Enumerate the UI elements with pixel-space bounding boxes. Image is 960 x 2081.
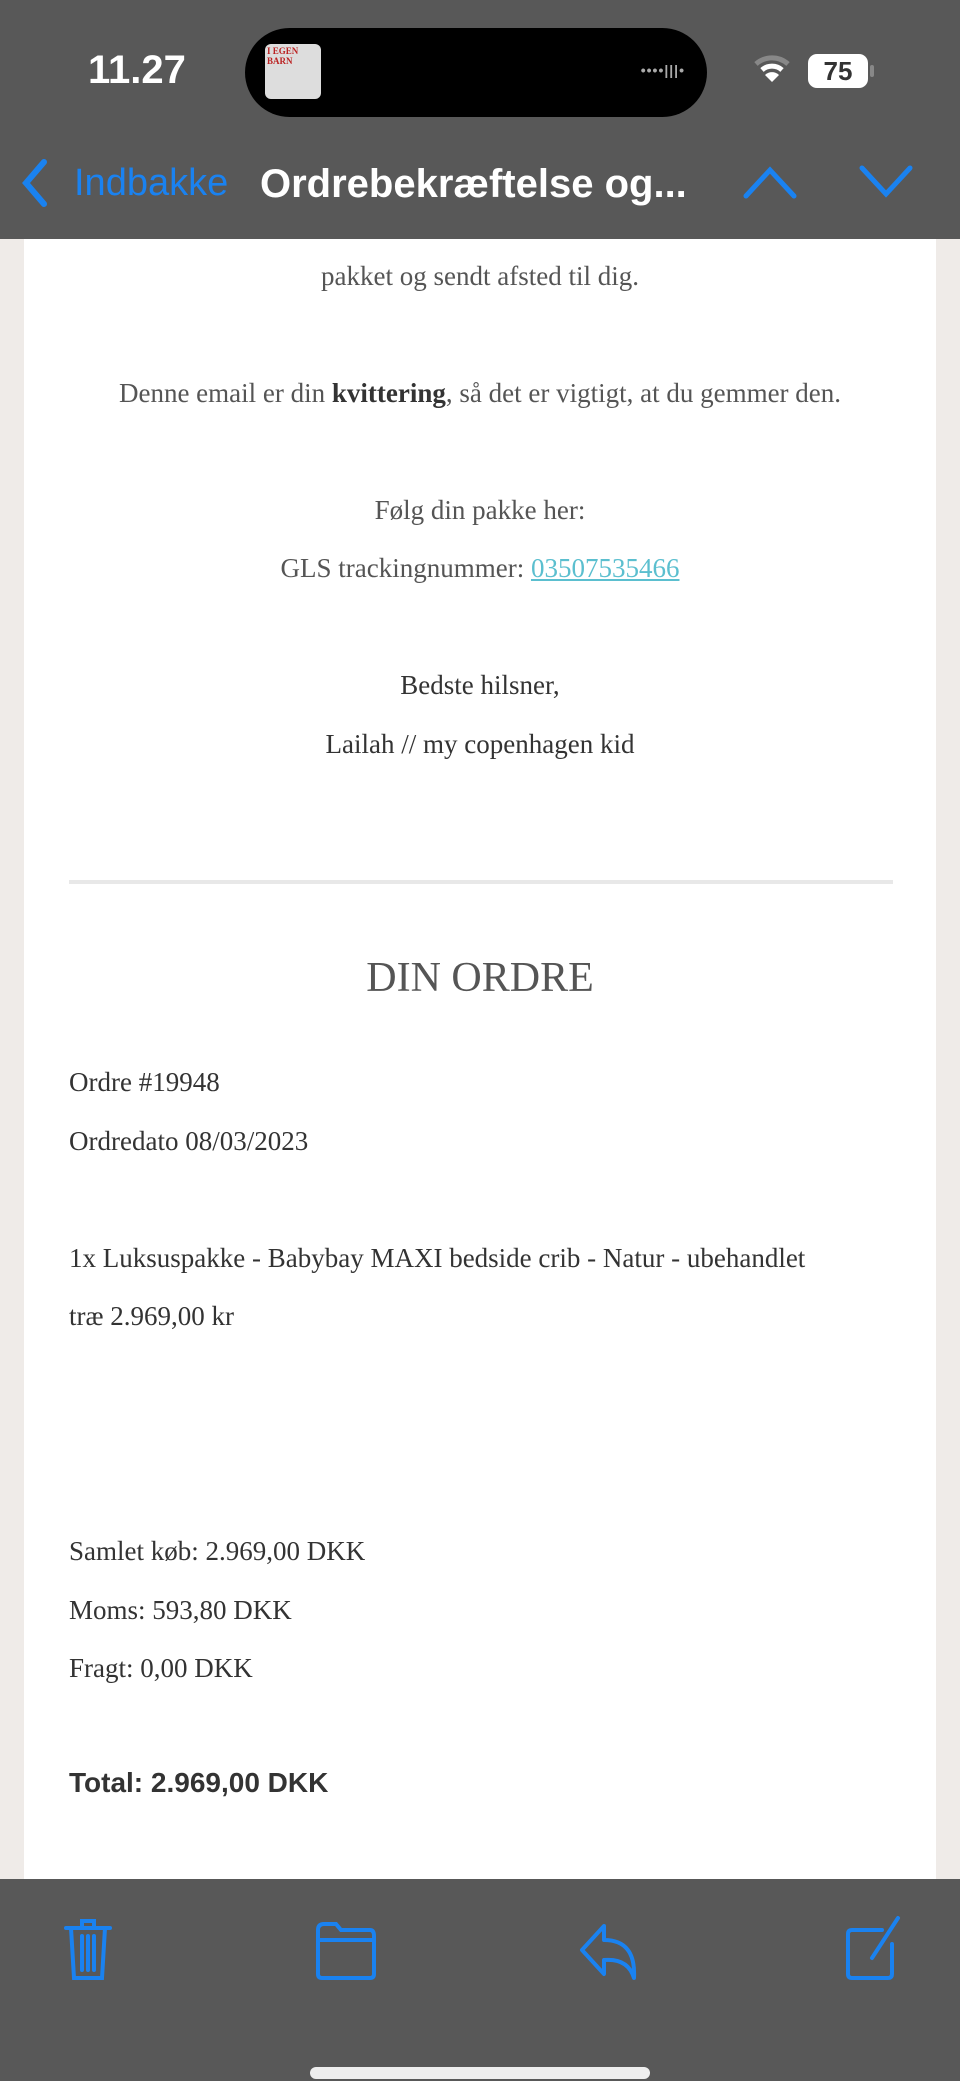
receipt-bold: kvittering [331,378,446,408]
next-message-button[interactable] [858,162,914,202]
email-subject: Ordrebekræftelse og... [260,162,687,206]
receipt-text [24,375,936,411]
receipt-post: , så det er vigtigt, at du gemmer den. [445,378,842,408]
back-label: Indbakke [74,161,229,204]
tracking-link[interactable]: 03507535466 [530,553,680,583]
shipping: Fragt: 0,00 DKK [69,1653,253,1683]
order-date: Ordredato 08/03/2023 [69,1126,309,1156]
bottom-toolbar [0,1879,960,2081]
compose-icon[interactable] [842,1914,906,1984]
tracking-line [24,550,936,586]
order-heading: DIN ORDRE [366,955,594,1001]
dynamic-island[interactable] [245,28,707,117]
signature: Lailah // my copenhagen kid [325,729,635,759]
subtotal: Samlet køb: 2.969,00 DKK [69,1536,366,1566]
total: Total: 2.969,00 DKK [69,1767,329,1798]
order-item-line1: 1x Luksuspakke - Babybay MAXI bedside crib - Natur - ubehandlet [69,1243,806,1273]
back-button[interactable] [18,158,228,208]
order-number: Ordre #19948 [69,1067,220,1097]
previous-message-button[interactable] [742,162,798,202]
chevron-left-icon [18,158,54,208]
receipt-pre: Denne email er din [118,378,332,408]
folder-icon[interactable] [314,1914,378,1984]
vat: Moms: 593,80 DKK [69,1595,292,1625]
packed-text: pakket og sendt afsted til dig. [321,261,639,291]
greeting: Bedste hilsner, [400,670,560,700]
email-body [24,239,936,1879]
battery-indicator: 75 [808,54,868,88]
wifi-icon [752,52,792,84]
follow-text: Følg din pakke her: [374,495,586,525]
reply-icon[interactable] [578,1914,642,1984]
trash-icon[interactable] [60,1914,116,1984]
tracking-label: GLS trackingnummer: [280,553,531,583]
top-bar [0,0,960,239]
nav-bar [0,150,960,220]
audio-wave-icon: ••••|||• [640,62,685,78]
album-text: I EGEN BARN [267,46,299,66]
divider [69,880,893,884]
order-item-line2: træ 2.969,00 kr [69,1301,234,1331]
now-playing-artwork [265,44,321,99]
home-indicator[interactable] [310,2067,650,2079]
status-time: 11.27 [88,48,186,92]
